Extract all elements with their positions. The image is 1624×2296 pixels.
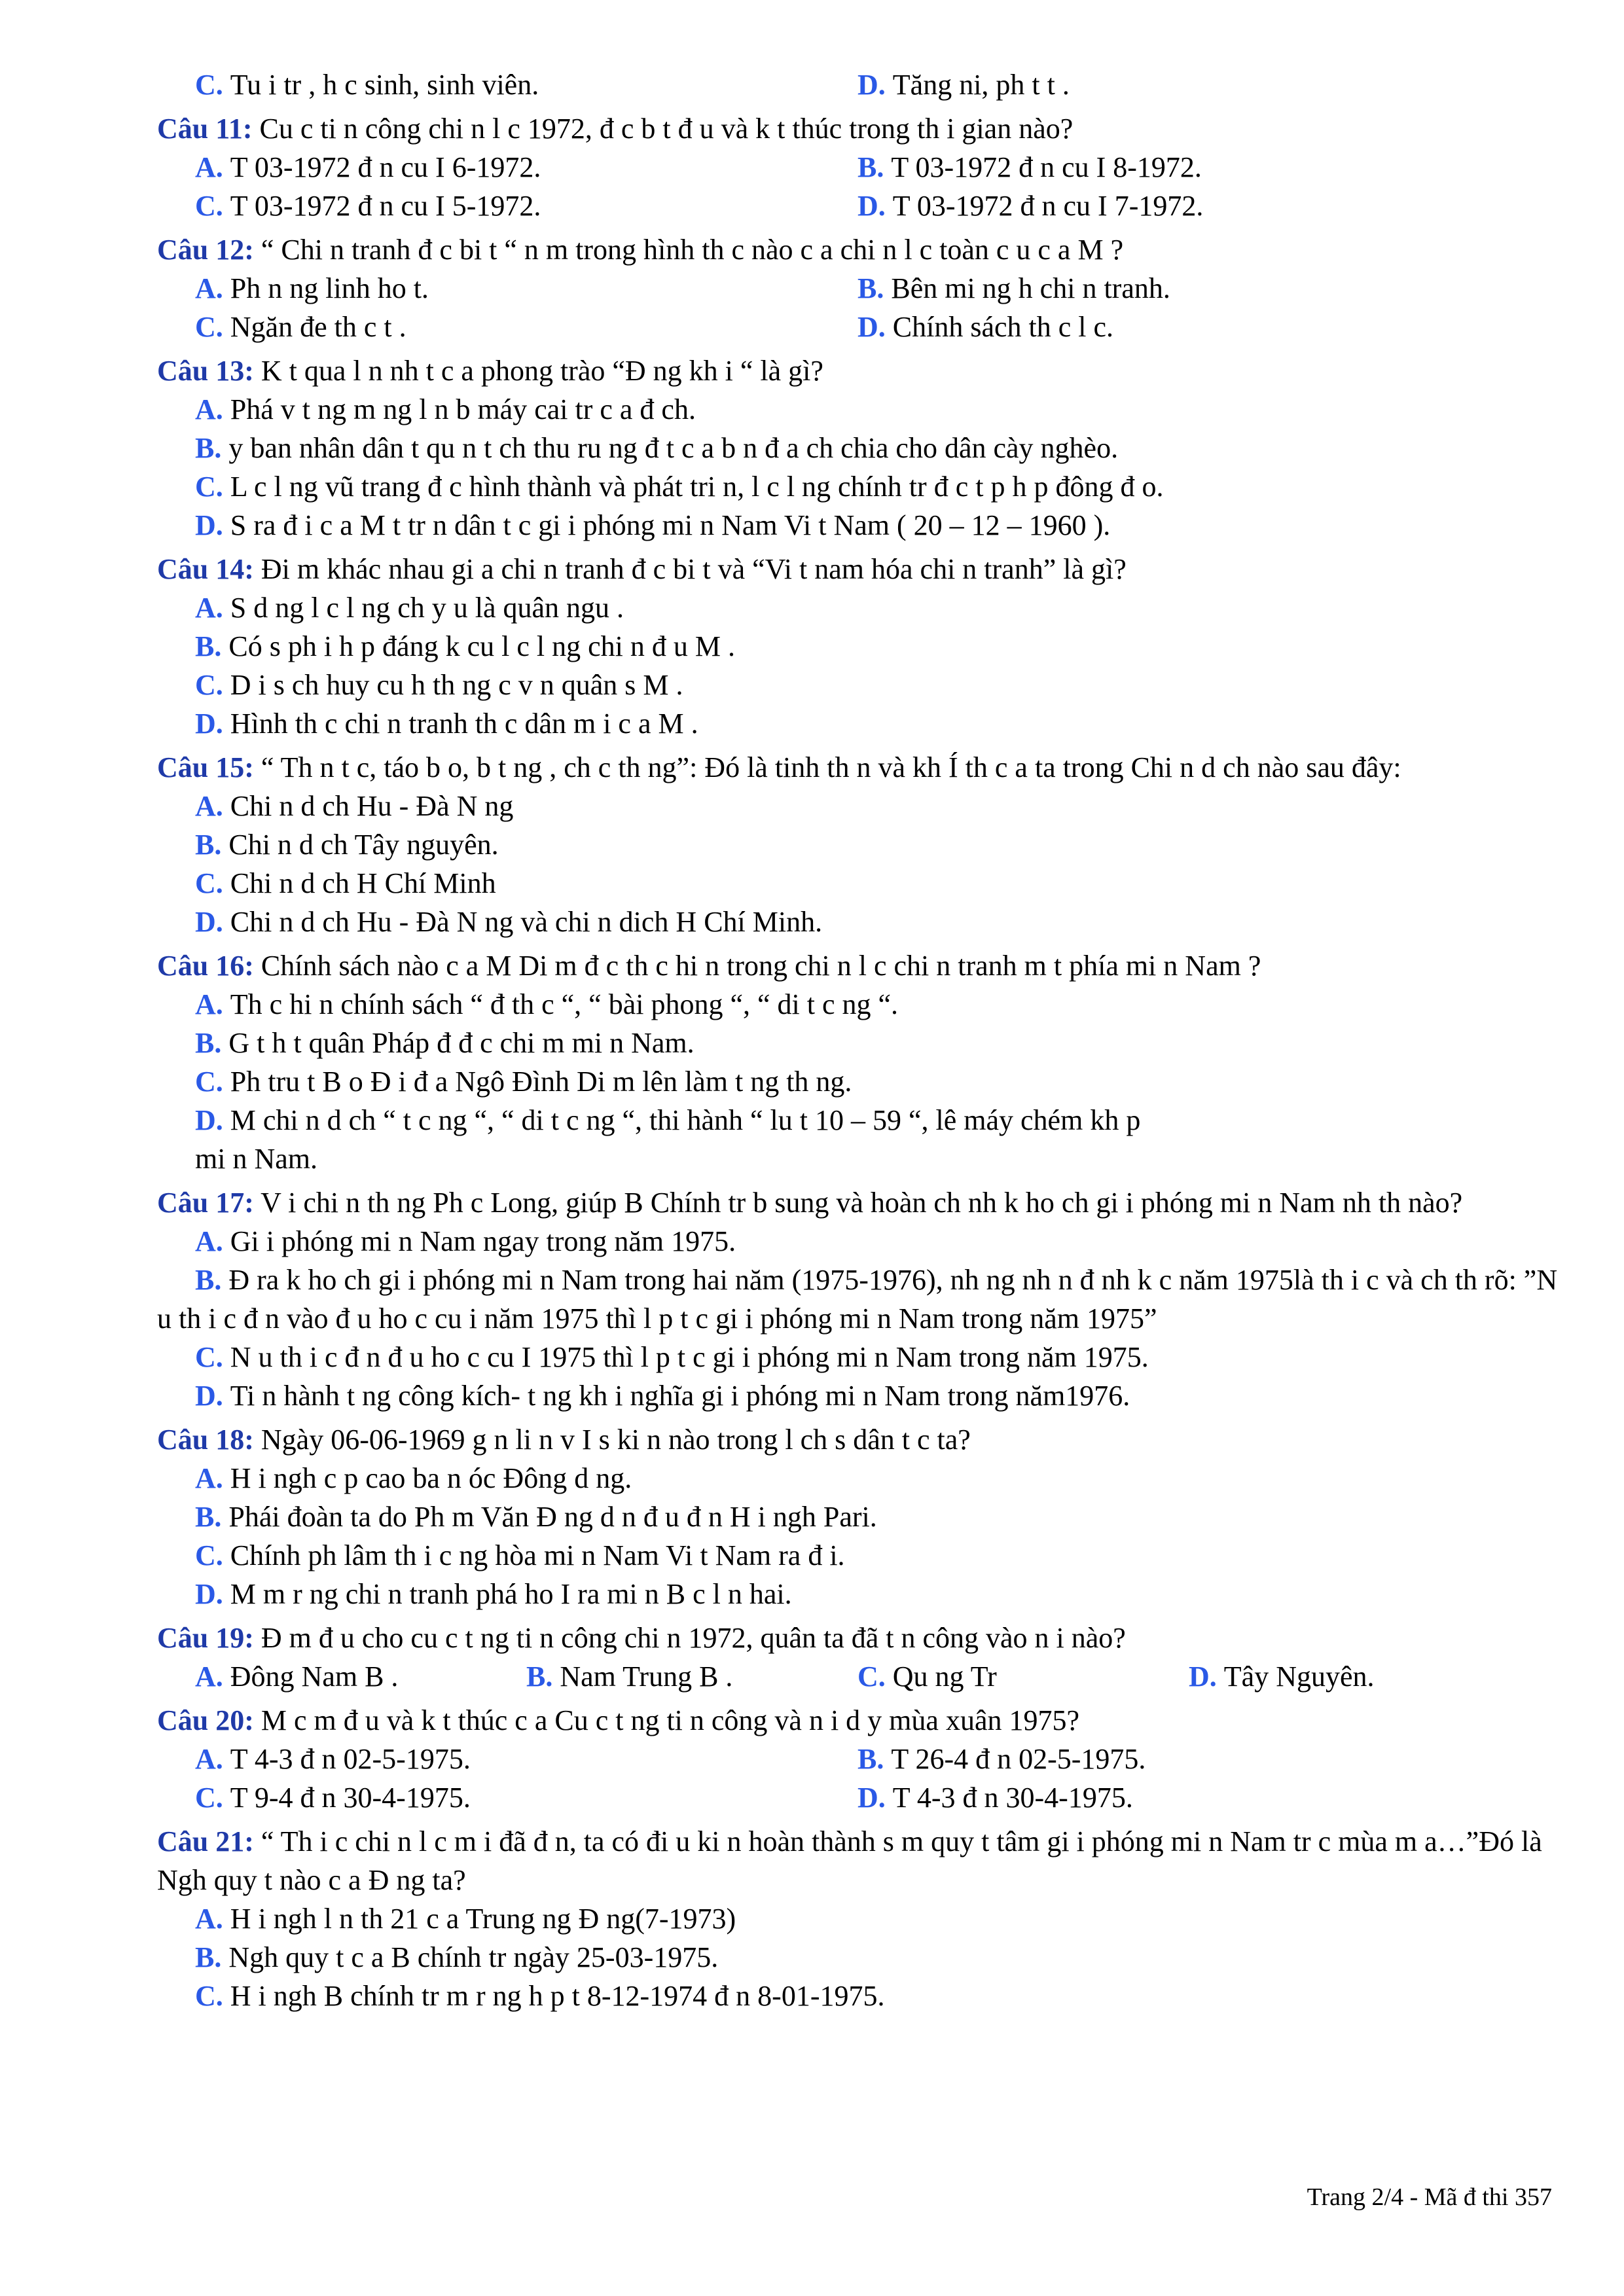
option-a: A. H i ngh l n th 21 c a Trung ng Đ ng(7-1973) xyxy=(195,1903,736,1935)
option-c: C. Tu i tr , h c sinh, sinh viên. xyxy=(195,69,539,101)
exam-content xyxy=(157,65,1558,2015)
option-d: D. Tây Nguyên. xyxy=(1189,1660,1375,1693)
option-d: D. T 4-3 đ n 30-4-1975. xyxy=(857,1782,1133,1814)
option-b: B. Đ ra k ho ch gi i phóng mi n Nam trong hai năm (1975-1976), nh ng nh n đ nh k c năm 1975là th i c và ch th rõ: ”N u th i c đ n vào đ u ho c cu i năm 1975 thì l p t c gi i phóng mi n Nam trong năm 1975” xyxy=(157,1264,1558,1335)
option-c: C. T 03-1972 đ n cu I 5-1972. xyxy=(195,190,541,222)
option-c: C. N u th i c đ n đ u ho c cu I 1975 thì l p t c gi i phóng mi n Nam trong năm 1975. xyxy=(195,1341,1149,1373)
option-c: C. Chi n d ch H Chí Minh xyxy=(195,867,496,899)
question-12-options-row-1 xyxy=(157,269,1558,308)
option-d: D. Chính sách th c l c. xyxy=(857,311,1114,343)
option-a: A. H i ngh c p cao ba n óc Đông d ng. xyxy=(195,1462,632,1494)
question-17: Câu 17: V i chi n th ng Ph c Long, giúp B Chính tr b sung và hoàn ch nh k ho ch gi i phóng mi n Nam nh th nào? xyxy=(157,1187,1463,1219)
page-footer: Trang 2/4 - Mã đ thi 357 xyxy=(1307,2183,1552,2211)
option-a: A. Phá v t ng m ng l n b máy cai tr c a đ ch. xyxy=(195,393,696,425)
option-d: D. M m r ng chi n tranh phá ho I ra mi n B c l n hai. xyxy=(195,1578,792,1610)
question-13: Câu 13: K t qua l n nh t c a phong trào “Đ ng kh i “ là gì? xyxy=(157,355,823,387)
question-14: Câu 14: Đi m khác nhau gi a chi n tranh đ c bi t và “Vi t nam hóa chi n tranh” là gì? xyxy=(157,553,1127,585)
lead-options xyxy=(157,65,1558,104)
option-c: C. Ngăn đe th c t . xyxy=(195,311,406,343)
question-19: Câu 19: Đ m đ u cho cu c t ng ti n công chi n 1972, quân ta đã t n công vào n i nào? xyxy=(157,1622,1126,1654)
option-d: D. Chi n d ch Hu - Đà N ng và chi n dich H Chí Minh. xyxy=(195,906,823,938)
option-d: D. Tăng ni, ph t t . xyxy=(857,69,1070,101)
question-21: Câu 21: “ Th i c chi n l c m i đã đ n, ta có đi u ki n hoàn thành s m quy t tâm gi i phóng mi n Nam tr c mùa m a…”Đó là Ngh quy t nào c a Đ ng ta? xyxy=(157,1825,1542,1896)
option-c: C. Ph tru t B o Đ i đ a Ngô Đình Di m lên làm t ng th ng. xyxy=(195,1066,852,1098)
option-a: A. S d ng l c l ng ch y u là quân ngu . xyxy=(195,592,624,624)
option-d: D. Hình th c chi n tranh th c dân m i c a M . xyxy=(195,708,698,740)
option-d: D. S ra đ i c a M t tr n dân t c gi i phóng mi n Nam Vi t Nam ( 20 – 12 – 1960 ). xyxy=(195,509,1111,541)
option-b: B. G t h t quân Pháp đ đ c chi m mi n Nam. xyxy=(195,1027,695,1059)
question-16: Câu 16: Chính sách nào c a M Di m đ c th c hi n trong chi n l c chi n tranh m t phía mi n Nam ? xyxy=(157,950,1261,982)
question-11-options-row-2 xyxy=(157,187,1558,225)
option-b: B. Nam Trung B . xyxy=(526,1660,733,1693)
option-c: C. Chính ph lâm th i c ng hòa mi n Nam Vi t Nam ra đ i. xyxy=(195,1539,845,1571)
option-a: A. Th c hi n chính sách “ đ th c “, “ bài phong “, “ di t c ng “. xyxy=(195,988,899,1020)
question-12: Câu 12: “ Chi n tranh đ c bi t “ n m trong hình th c nào c a chi n l c toàn c u c a M ? xyxy=(157,234,1124,266)
option-a: A. Chi n d ch Hu - Đà N ng xyxy=(195,790,514,822)
option-d-continuation: mi n Nam. xyxy=(195,1143,317,1175)
question-20: Câu 20: M c m đ u và k t thúc c a Cu c t ng ti n công và n i d y mùa xuân 1975? xyxy=(157,1704,1079,1736)
question-11-options-row-1 xyxy=(157,148,1558,187)
option-b: B. T 03-1972 đ n cu I 8-1972. xyxy=(857,151,1202,183)
question-20-options-row-2 xyxy=(157,1778,1558,1817)
option-c: C. Qu ng Tr xyxy=(857,1660,997,1693)
option-d: D. M chi n d ch “ t c ng “, “ di t c ng “, thi hành “ lu t 10 – 59 “, lê máy chém kh p xyxy=(195,1104,1141,1136)
option-d: D. T 03-1972 đ n cu I 7-1972. xyxy=(857,190,1204,222)
option-c: C. T 9-4 đ n 30-4-1975. xyxy=(195,1782,471,1814)
question-19-options xyxy=(157,1657,1558,1696)
option-b: B. Chi n d ch Tây nguyên. xyxy=(195,829,499,861)
question-12-options-row-2 xyxy=(157,308,1558,346)
option-a: A. Gi i phóng mi n Nam ngay trong năm 1975. xyxy=(195,1225,736,1257)
question-11: Câu 11: Cu c ti n công chi n l c 1972, đ c b t đ u và k t thúc trong th i gian nào? xyxy=(157,113,1074,145)
option-b: B. Ngh quy t c a B chính tr ngày 25-03-1975. xyxy=(195,1941,719,1973)
option-a: A. T 4-3 đ n 02-5-1975. xyxy=(195,1743,471,1775)
option-d: D. Ti n hành t ng công kích- t ng kh i nghĩa gi i phóng mi n Nam trong năm1976. xyxy=(195,1380,1130,1412)
option-a: A. Ph n ng linh ho t. xyxy=(195,272,429,304)
option-b: B. Phái đoàn ta do Ph m Văn Đ ng d n đ u đ n H i ngh Pari. xyxy=(195,1501,877,1533)
option-b: B. T 26-4 đ n 02-5-1975. xyxy=(857,1743,1146,1775)
question-18: Câu 18: Ngày 06-06-1969 g n li n v I s ki n nào trong l ch s dân t c ta? xyxy=(157,1424,971,1456)
option-c: C. D i s ch huy cu h th ng c v n quân s M . xyxy=(195,669,683,701)
option-b: B. Có s ph i h p đáng k cu l c l ng chi n đ u M . xyxy=(195,630,735,662)
question-15: Câu 15: “ Th n t c, táo b o, b t ng , ch c th ng”: Đó là tinh th n và kh Í th c a ta trong Chi n d ch nào sau đây: xyxy=(157,751,1401,783)
option-c: C. H i ngh B chính tr m r ng h p t 8-12-1974 đ n 8-01-1975. xyxy=(195,1980,885,2012)
option-b: B. y ban nhân dân t qu n t ch thu ru ng đ t c a b n đ a ch chia cho dân cày nghèo. xyxy=(195,432,1119,464)
option-a: A. T 03-1972 đ n cu I 6-1972. xyxy=(195,151,541,183)
option-b: B. Bên mi ng h chi n tranh. xyxy=(857,272,1170,304)
question-20-options-row-1 xyxy=(157,1740,1558,1778)
option-c: C. L c l ng vũ trang đ c hình thành và phát tri n, l c l ng chính tr đ c t p h p đông đ o. xyxy=(195,471,1164,503)
option-a: A. Đông Nam B . xyxy=(195,1660,399,1693)
